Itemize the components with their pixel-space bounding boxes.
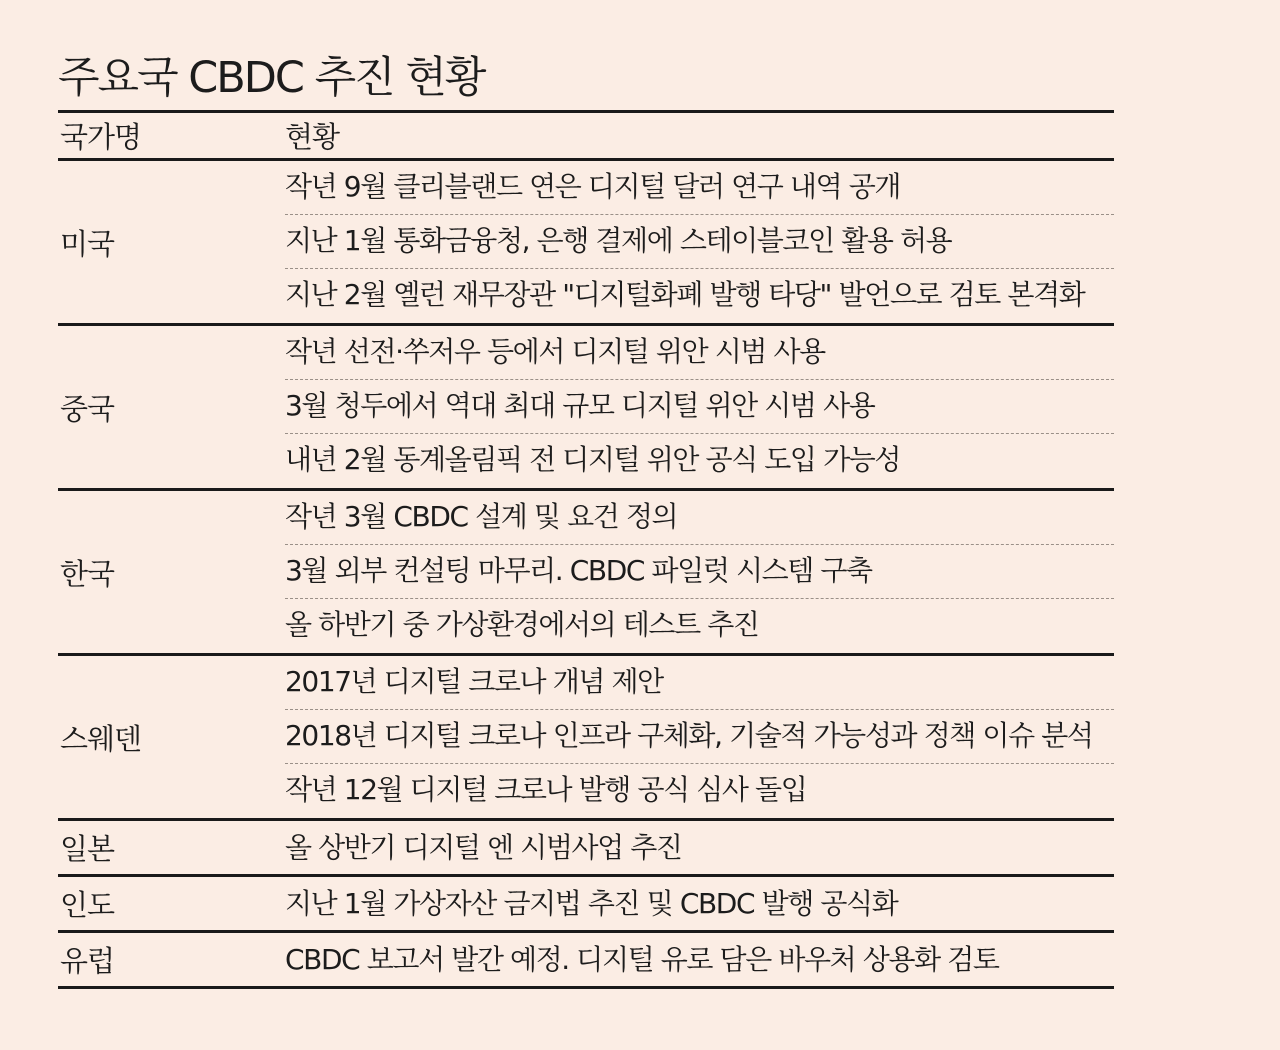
table-row-group (58, 877, 1114, 933)
table-row-group (58, 821, 1114, 877)
country-cell: 유럽 (60, 944, 115, 978)
country-cell: 스웨덴 (60, 721, 142, 756)
status-item: 3월 청두에서 역대 최대 규모 디지털 위안 시범 사용 (285, 380, 1114, 434)
table-row-group (58, 161, 1114, 326)
status-list (285, 821, 1114, 874)
header-country: 국가명 (60, 120, 142, 154)
table-header-row (58, 110, 1114, 161)
country-cell: 일본 (60, 832, 115, 866)
status-item: 올 상반기 디지털 엔 시범사업 추진 (285, 831, 682, 864)
status-item: 지난 1월 가상자산 금지법 추진 및 CBDC 발행 공식화 (285, 887, 898, 920)
status-list (285, 656, 1114, 818)
status-item: 2018년 디지털 크로나 인프라 구체화, 기술적 가능성과 정책 이슈 분석 (285, 710, 1114, 764)
table-row-group (58, 326, 1114, 491)
status-item: 작년 선전·쑤저우 등에서 디지털 위안 시범 사용 (285, 326, 1114, 380)
status-item: 지난 2월 옐런 재무장관 "디지털화폐 발행 타당" 발언으로 검토 본격화 (285, 278, 1085, 311)
status-list (285, 326, 1114, 488)
table-title: 주요국 CBDC 추진 현황 (58, 53, 485, 103)
table-body (58, 161, 1114, 989)
country-cell: 중국 (60, 391, 115, 426)
header-status: 현황 (285, 120, 340, 154)
cbdc-status-table-container (58, 48, 1114, 989)
table-row-group (58, 656, 1114, 821)
status-list (285, 933, 1114, 986)
status-item: 지난 1월 통화금융청, 은행 결제에 스테이블코인 활용 허용 (285, 215, 1114, 269)
status-item: 3월 외부 컨설팅 마무리. CBDC 파일럿 시스템 구축 (285, 545, 1114, 599)
status-item: 작년 12월 디지털 크로나 발행 공식 심사 돌입 (285, 773, 807, 806)
status-item: 작년 3월 CBDC 설계 및 요건 정의 (285, 491, 1114, 545)
status-item: 2017년 디지털 크로나 개념 제안 (285, 656, 1114, 710)
country-cell: 미국 (60, 226, 115, 261)
status-item: 내년 2월 동계올림픽 전 디지털 위안 공식 도입 가능성 (285, 443, 901, 476)
table-row-group (58, 933, 1114, 989)
status-item: 작년 9월 클리블랜드 연은 디지털 달러 연구 내역 공개 (285, 161, 1114, 215)
status-list (285, 877, 1114, 930)
status-item: CBDC 보고서 발간 예정. 디지털 유로 담은 바우처 상용화 검토 (285, 943, 999, 976)
country-cell: 인도 (60, 888, 115, 922)
table-row-group (58, 491, 1114, 656)
country-cell: 한국 (60, 556, 115, 591)
status-list (285, 491, 1114, 653)
status-item: 올 하반기 중 가상환경에서의 테스트 추진 (285, 608, 759, 641)
status-list (285, 161, 1114, 323)
